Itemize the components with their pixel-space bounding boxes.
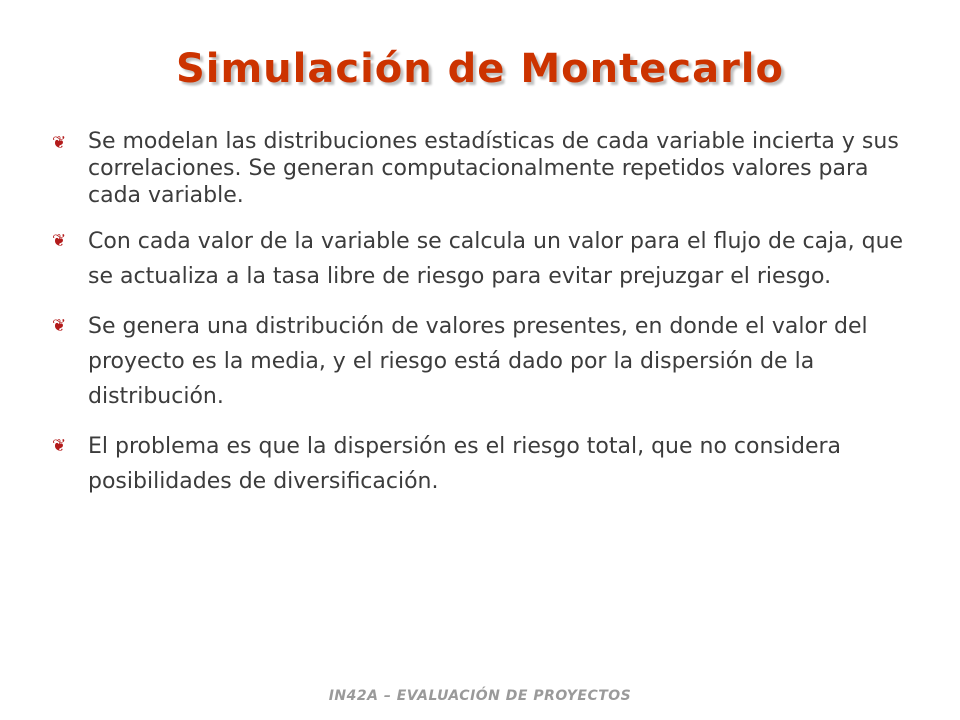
bullet-item	[52, 309, 922, 414]
bullet-item	[52, 128, 922, 209]
ornament-bullet-icon: ❦	[52, 133, 67, 153]
bullet-list	[52, 128, 922, 514]
bullet-text: Con cada valor de la variable se calcula un valor para el flujo de caja, que se actualiza a la tasa libre de riesgo para evitar prejuzgar el riesgo.	[88, 229, 904, 289]
ornament-bullet-icon: ❦	[52, 436, 67, 456]
slide-title: Simulación de Montecarlo	[175, 46, 784, 92]
slide-footer: IN42A – EVALUACIÓN DE PROYECTOS	[328, 688, 632, 704]
bullet-item	[52, 224, 922, 294]
ornament-bullet-icon: ❦	[52, 231, 67, 251]
ornament-bullet-icon: ❦	[52, 316, 67, 336]
bullet-item	[52, 429, 922, 499]
bullet-text: El problema es que la dispersión es el riesgo total, que no considera posibilidades de diversificación.	[88, 434, 842, 494]
bullet-text: Se genera una distribución de valores presentes, en donde el valor del proyecto es la media, y el riesgo está dado por la dispersión de la distribución.	[88, 314, 868, 409]
bullet-text: Se modelan las distribuciones estadísticas de cada variable incierta y sus correlaciones. Se generan computacionalmente repetidos valores para cada variable.	[88, 129, 899, 208]
